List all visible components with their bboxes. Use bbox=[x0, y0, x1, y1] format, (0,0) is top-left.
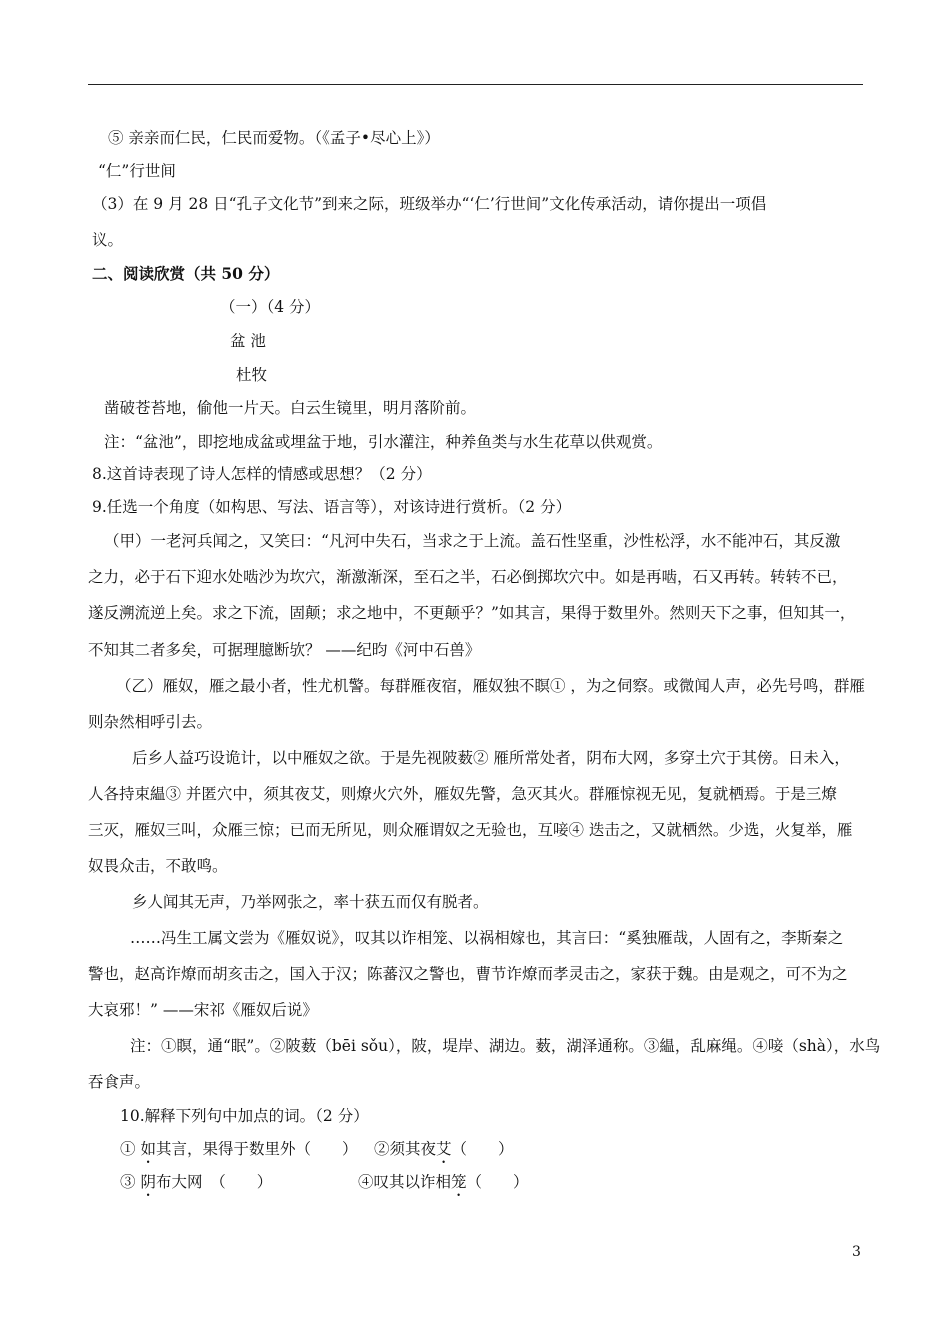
question-10-item-1: ① 如其言，果得于数里外（ ） bbox=[120, 1140, 358, 1158]
passage-yi-line: 大哀邪！” ——宋祁《雁奴后说》 bbox=[88, 1001, 318, 1019]
dotted-word: 阴 bbox=[140, 1173, 156, 1191]
question-10-item-3: ③ 阴布大网 （ ） bbox=[120, 1173, 273, 1191]
passage-jia-line: （甲）一老河兵闻之，又笑曰：“凡河中失石，当求之于上流。盖石性坚重，沙性松浮，水不能冲石，其反激 bbox=[104, 532, 841, 550]
page-number: 3 bbox=[852, 1244, 861, 1260]
poem-title: 盆 池 bbox=[230, 332, 266, 350]
section-heading: 二、阅读欣赏（共 50 分） bbox=[92, 264, 280, 283]
passage-yi-line: 奴畏众击，不敢鸣。 bbox=[88, 857, 228, 875]
section-title: “仁”行世间 bbox=[98, 162, 176, 180]
header-rule bbox=[88, 84, 863, 85]
poem-author: 杜牧 bbox=[236, 366, 268, 384]
poem-text: 凿破苍苔地，偷他一片天。白云生镜里，明月落阶前。 bbox=[104, 399, 477, 417]
question-8: 8.这首诗表现了诗人怎样的情感或思想？（2 分） bbox=[92, 465, 432, 483]
text-line: ⑤ 亲亲而仁民，仁民而爱物。（《孟子•尽心上》） bbox=[108, 129, 440, 147]
poem-note: 注：“盆池”，即挖地成盆或埋盆于地，引水灌注，种养鱼类与水生花草以供观赏。 bbox=[104, 433, 663, 451]
subsection-heading: （一）（4 分） bbox=[220, 298, 321, 316]
passage-jia-line: 不知其二者多矣，可据理臆断欤？ ——纪昀《河中石兽》 bbox=[88, 641, 481, 659]
passage-note-line: 吞食声。 bbox=[88, 1073, 151, 1091]
question-9: 9.任选一个角度（如构思、写法、语言等），对该诗进行赏析。（2 分） bbox=[92, 498, 572, 516]
passage-jia-line: 遂反溯流逆上矣。求之下流，固颠；求之地中，不更颠乎？”如其言，果得于数里外。然则天下之事，但知其一， bbox=[88, 604, 856, 622]
passage-yi-line: 警也，赵高诈燎而胡亥击之，国入于汉；陈蕃汉之警也，曹节诈燎而孝灵击之，家获于魏。由是观之，可不为之 bbox=[88, 965, 848, 983]
passage-yi-line: 则杂然相呼引去。 bbox=[88, 713, 213, 731]
text-line: 议。 bbox=[92, 231, 124, 249]
question-10: 10.解释下列句中加点的词。（2 分） bbox=[120, 1107, 369, 1125]
passage-note-line: 注：①瞑，通“眠”。②陂薮（bēi sǒu），陂，堤岸、湖边。薮，湖泽通称。③緼，乱麻绳。④唼（shà），水鸟 bbox=[130, 1037, 881, 1055]
dotted-word: 笼 bbox=[451, 1173, 467, 1191]
text-line: （3）在 9 月 28 日“孔子文化节”到来之际，班级举办“‘仁’行世间”文化传承活动，请你提出一项倡 bbox=[92, 195, 767, 213]
question-10-item-2: ②须其夜艾（ ） bbox=[374, 1140, 514, 1158]
passage-yi-line: 乡人闻其无声，乃举网张之，率十获五而仅有脱者。 bbox=[132, 893, 489, 911]
passage-yi-line: 人各持束緼③ 并匿穴中，须其夜艾，则燎火穴外，雁奴先警，急灭其火。群雁惊视无见，复就栖焉。于是三燎 bbox=[88, 785, 837, 803]
passage-yi-line: 后乡人益巧设诡计，以中雁奴之欲。于是先视陂薮② 雁所常处者，阴布大网，多穿土穴于其傍。日未入， bbox=[132, 749, 850, 767]
dotted-word: 如 bbox=[140, 1140, 156, 1158]
dotted-word: 艾 bbox=[436, 1140, 452, 1158]
passage-jia-line: 之力，必于石下迎水处啮沙为坎穴，渐激渐深，至石之半，石必倒掷坎穴中。如是再啮，石又再转。转转不已， bbox=[88, 568, 848, 586]
passage-yi-line: （乙）雁奴，雁之最小者，性尤机警。每群雁夜宿，雁奴独不瞑① ，为之伺察。或微闻人声，必先号鸣，群雁 bbox=[116, 677, 865, 695]
question-10-item-4: ④叹其以诈相笼（ ） bbox=[358, 1173, 529, 1191]
passage-yi-line: 三灭，雁奴三叫，众雁三惊；已而无所见，则众雁谓奴之无验也，互唼④ 迭击之，又就栖然。少选，火复举，雁 bbox=[88, 821, 853, 839]
passage-yi-line: ……冯生工属文尝为《雁奴说》，叹其以诈相笼、以祸相嫁也，其言曰：“奚独雁哉，人固有之，李斯秦之 bbox=[130, 929, 844, 947]
